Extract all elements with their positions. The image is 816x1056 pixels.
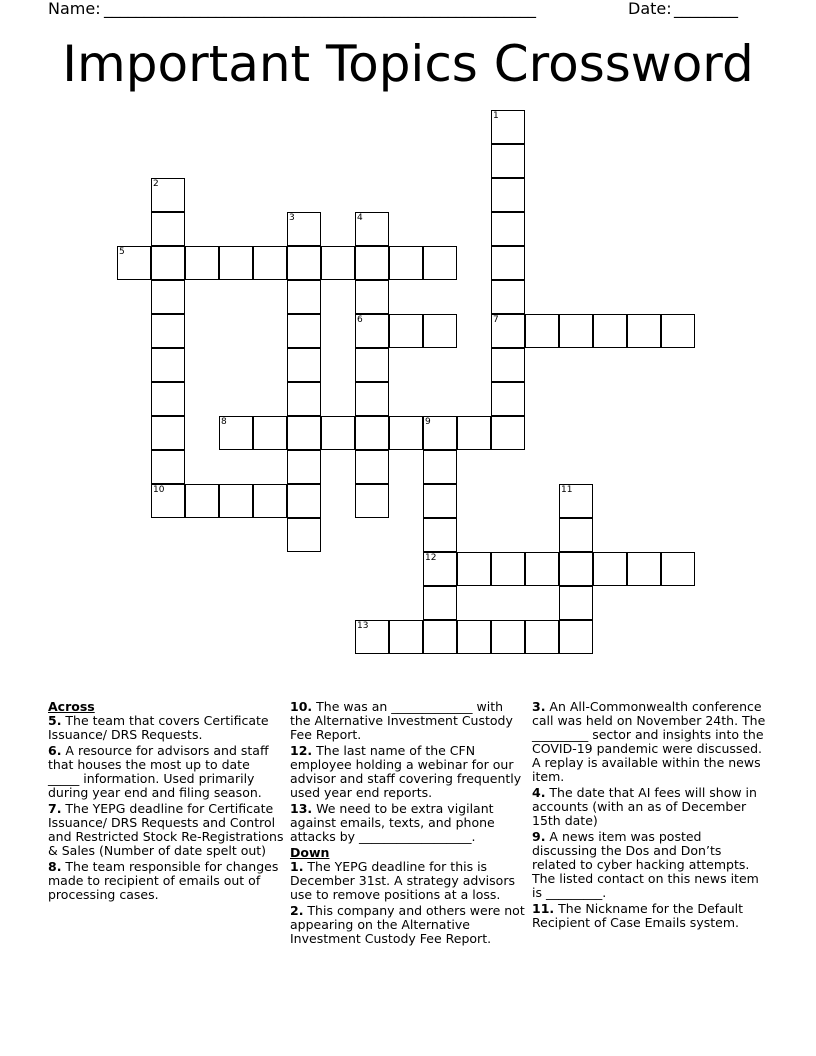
grid-cell[interactable]	[559, 586, 593, 620]
clue-item: 9. A news item was posted discussing the Dos and Don’ts related to cyber hacking attempts. The listed contact on this news item is _________.	[532, 829, 759, 900]
across-heading: Across	[48, 699, 95, 714]
grid-cell[interactable]	[491, 382, 525, 416]
grid-cell[interactable]	[355, 212, 389, 246]
grid-cell[interactable]	[491, 144, 525, 178]
grid-cell[interactable]	[559, 518, 593, 552]
grid-cell[interactable]	[457, 416, 491, 450]
grid-cell[interactable]	[423, 552, 457, 586]
clue-item: 12. The last name of the CFN employee holding a webinar for our advisor and staff covering frequently used year end reports.	[290, 743, 522, 800]
grid-cell[interactable]	[491, 280, 525, 314]
grid-cell[interactable]	[491, 620, 525, 654]
grid-cell[interactable]	[559, 620, 593, 654]
clue-column-1	[48, 700, 284, 904]
grid-cell[interactable]	[423, 246, 457, 280]
grid-cell[interactable]	[593, 552, 627, 586]
grid-cell[interactable]	[627, 552, 661, 586]
grid-cell[interactable]	[355, 280, 389, 314]
grid-cell[interactable]	[423, 518, 457, 552]
grid-cell[interactable]	[355, 450, 389, 484]
clue-item: 6. A resource for advisors and staff that houses the most up to date _____ information. Used primarily during year end and filing season.	[48, 743, 269, 800]
clue-item: 1. The YEPG deadline for this is December 31st. A strategy advisors use to remove positions at a loss.	[290, 859, 515, 902]
clue-item: 4. The date that AI fees will show in accounts (with an as of December 15th date)	[532, 785, 757, 828]
grid-cell[interactable]	[151, 348, 185, 382]
grid-cell[interactable]	[287, 246, 321, 280]
grid-cell[interactable]	[491, 416, 525, 450]
grid-cell[interactable]	[661, 314, 695, 348]
grid-cell[interactable]	[559, 484, 593, 518]
clue-item-number: 3.	[532, 699, 546, 714]
grid-cell[interactable]	[389, 246, 423, 280]
grid-cell[interactable]	[185, 484, 219, 518]
clue-number: 3	[289, 213, 295, 223]
grid-cell[interactable]	[559, 552, 593, 586]
clue-item-number: 12.	[290, 743, 313, 758]
grid-cell[interactable]	[151, 314, 185, 348]
grid-cell[interactable]	[321, 246, 355, 280]
grid-cell[interactable]	[151, 178, 185, 212]
clue-item-number: 6.	[48, 743, 62, 758]
clue-item: 8. The team responsible for changes made to recipient of emails out of processing cases.	[48, 859, 279, 902]
clue-item-number: 1.	[290, 859, 304, 874]
grid-cell[interactable]	[627, 314, 661, 348]
grid-cell[interactable]	[457, 552, 491, 586]
grid-cell[interactable]	[219, 484, 253, 518]
grid-cell[interactable]	[287, 314, 321, 348]
down-heading: Down	[290, 845, 330, 860]
grid-cell[interactable]	[185, 246, 219, 280]
name-label: Name:	[48, 0, 101, 18]
clue-number: 5	[119, 247, 125, 257]
grid-cell[interactable]	[423, 484, 457, 518]
grid-cell[interactable]	[219, 416, 253, 450]
across-clues-continued	[290, 700, 526, 844]
grid-cell[interactable]	[253, 484, 287, 518]
clue-item: 5. The team that covers Certificate Issuance/ DRS Requests.	[48, 713, 269, 742]
clue-number: 12	[425, 553, 437, 563]
grid-cell[interactable]	[355, 314, 389, 348]
grid-cell[interactable]	[287, 416, 321, 450]
clue-item: 3. An All-Commonwealth conference call was held on November 24th. The _________ sector and insights into the COVID-19 pandemic were discussed. A replay is available within the news item.	[532, 699, 766, 784]
grid-cell[interactable]	[253, 246, 287, 280]
grid-cell[interactable]	[355, 484, 389, 518]
name-field[interactable]: ______________________________________________________	[104, 0, 536, 18]
grid-cell[interactable]	[355, 246, 389, 280]
clue-number: 6	[357, 315, 363, 325]
grid-cell[interactable]	[423, 586, 457, 620]
grid-cell[interactable]	[151, 450, 185, 484]
grid-cell[interactable]	[491, 212, 525, 246]
clue-item: 11. The Nickname for the Default Recipient of Case Emails system.	[532, 901, 744, 930]
clue-item-number: 13.	[290, 801, 313, 816]
down-clues	[290, 860, 526, 946]
grid-cell[interactable]	[423, 314, 457, 348]
page-title: Important Topics Crossword	[62, 35, 754, 93]
grid-cell[interactable]	[287, 484, 321, 518]
clue-item-number: 5.	[48, 713, 62, 728]
grid-cell[interactable]	[423, 450, 457, 484]
grid-cell[interactable]	[287, 348, 321, 382]
grid-cell[interactable]	[491, 246, 525, 280]
clue-number: 4	[357, 213, 363, 223]
grid-cell[interactable]	[593, 314, 627, 348]
grid-cell[interactable]	[525, 314, 559, 348]
grid-cell[interactable]	[423, 416, 457, 450]
date-field[interactable]: ________	[674, 0, 738, 18]
grid-cell[interactable]	[287, 212, 321, 246]
clue-item-number: 10.	[290, 699, 313, 714]
grid-cell[interactable]	[389, 314, 423, 348]
clue-item: 2. This company and others were not appearing on the Alternative Investment Custody Fee Report.	[290, 903, 525, 946]
grid-cell[interactable]	[117, 246, 151, 280]
clue-number: 11	[561, 485, 573, 495]
clue-item: 13. We need to be extra vigilant against emails, texts, and phone attacks by __________________.	[290, 801, 495, 844]
clue-number: 8	[221, 417, 227, 427]
grid-cell[interactable]	[355, 620, 389, 654]
grid-cell[interactable]	[355, 416, 389, 450]
grid-cell[interactable]	[355, 382, 389, 416]
grid-cell[interactable]	[423, 620, 457, 654]
clue-item-number: 7.	[48, 801, 62, 816]
clue-item: 10. The was an _____________ with the Alternative Investment Custody Fee Report.	[290, 699, 513, 742]
grid-cell[interactable]	[253, 416, 287, 450]
grid-cell[interactable]	[389, 620, 423, 654]
clue-column-3	[532, 700, 768, 932]
grid-cell[interactable]	[151, 416, 185, 450]
grid-cell[interactable]	[491, 348, 525, 382]
grid-cell[interactable]	[457, 620, 491, 654]
grid-cell[interactable]	[151, 280, 185, 314]
grid-cell[interactable]	[491, 110, 525, 144]
grid-cell[interactable]	[151, 484, 185, 518]
clue-number: 2	[153, 179, 159, 189]
down-clues-continued	[532, 700, 768, 930]
clue-number: 10	[153, 485, 165, 495]
clue-item-number: 11.	[532, 901, 555, 916]
grid-cell[interactable]	[287, 518, 321, 552]
clue-column-2	[290, 700, 526, 948]
clue-number: 9	[425, 417, 431, 427]
grid-cell[interactable]	[491, 314, 525, 348]
date-label: Date:	[628, 0, 672, 18]
grid-cell[interactable]	[389, 416, 423, 450]
grid-cell[interactable]	[287, 450, 321, 484]
grid-cell[interactable]	[491, 552, 525, 586]
across-clues	[48, 714, 284, 902]
grid-cell[interactable]	[321, 416, 355, 450]
clue-item-number: 2.	[290, 903, 304, 918]
grid-cell[interactable]	[151, 212, 185, 246]
clue-number: 7	[493, 315, 499, 325]
grid-cell[interactable]	[525, 620, 559, 654]
grid-cell[interactable]	[151, 246, 185, 280]
clue-item: 7. The YEPG deadline for Certificate Issuance/ DRS Requests and Control and Restricted Stock Re-Registrations & Sales (Number of date spelt out)	[48, 801, 284, 858]
grid-cell[interactable]	[355, 348, 389, 382]
grid-cell[interactable]	[287, 382, 321, 416]
clue-item-number: 4.	[532, 785, 546, 800]
grid-cell[interactable]	[661, 552, 695, 586]
grid-cell[interactable]	[151, 382, 185, 416]
grid-cell[interactable]	[525, 552, 559, 586]
grid-cell[interactable]	[219, 246, 253, 280]
clue-number: 13	[357, 621, 369, 631]
grid-cell[interactable]	[287, 280, 321, 314]
grid-cell[interactable]	[491, 178, 525, 212]
clue-number: 1	[493, 111, 499, 121]
grid-cell[interactable]	[559, 314, 593, 348]
clue-item-number: 8.	[48, 859, 62, 874]
clue-item-number: 9.	[532, 829, 546, 844]
